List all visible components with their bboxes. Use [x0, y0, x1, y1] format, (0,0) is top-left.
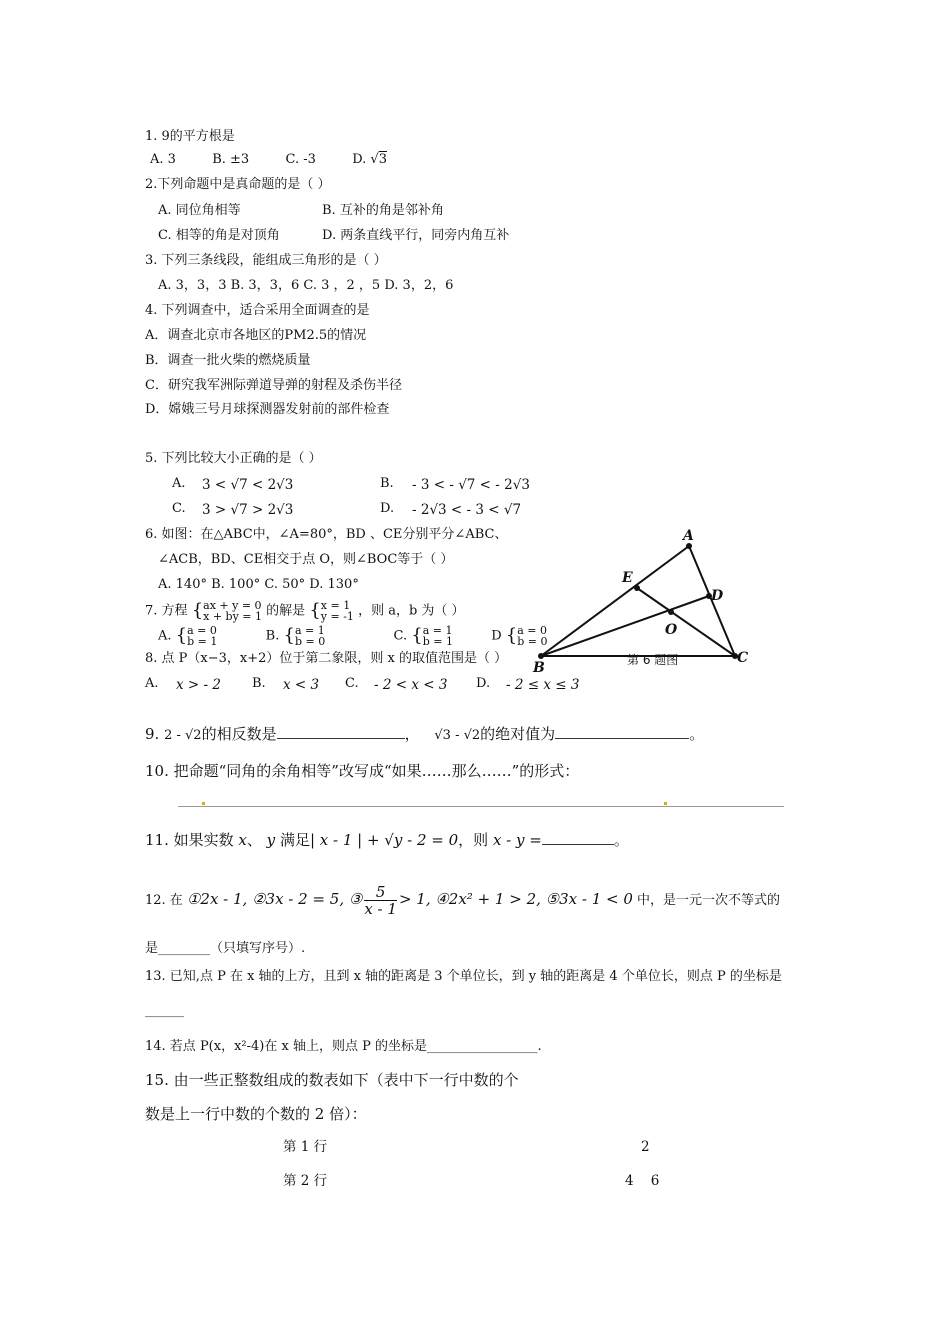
q2-stem: 2.下列命题中是真命题的是（ ） — [145, 177, 331, 192]
q8-option-b: x < 3 — [283, 677, 320, 693]
q7-options: A. {a = 0 b = 1 B. {a = 1 b = 0 C. {a = 1 b = 1 D {a = 0 b = 0 — [158, 624, 548, 648]
q12-post: 中，是一元一次不等式的 — [637, 893, 781, 908]
q9 — [145, 723, 704, 747]
q9-expr2: √3 - √2 — [434, 728, 481, 743]
label-e: E — [622, 570, 633, 586]
q8-option-d: - 2 ≤ x ≤ 3 — [506, 677, 580, 693]
q11-blank[interactable] — [542, 830, 614, 845]
q9-sep: ， — [404, 725, 420, 743]
figure-caption: 第 6 题图 — [627, 653, 679, 667]
q7-option-c: C. — [393, 628, 408, 644]
q12-fraction: $\frac{5}{x - 1}$ — [364, 883, 397, 918]
q7-solution-brace: { — [309, 600, 321, 621]
q6-line1: 6. 如图：在△ABC中，∠A=80°，BD 、CE分别平分∠ABC、 — [145, 527, 508, 542]
q11-mid: 满足 — [279, 831, 310, 849]
q5-option-a-label: A. — [172, 476, 186, 491]
q11 — [145, 829, 629, 851]
q11-end: 。 — [613, 831, 629, 849]
q7-system-brace: { — [191, 600, 204, 621]
q3-options: A. 3，3，3 B. 3，3，6 C. 3 ，2 ，5 D. 3，2，6 — [158, 278, 454, 293]
segment-bd — [541, 596, 709, 656]
triangle-figure — [525, 520, 765, 680]
q6-line2: ∠ACB，BD、CE相交于点 O，则∠BOC等于（ ） — [158, 552, 454, 567]
q15-row1-values: 2 — [641, 1139, 650, 1155]
q15-line2: 数是上一行中数的个数的 2 倍）： — [145, 1105, 367, 1123]
q11-y: y — [266, 831, 276, 849]
q15-line1: 15. 由一些正整数组成的数表如下（表中下一行中数的个 — [145, 1071, 519, 1089]
q12 — [145, 884, 780, 917]
q7-stem-mid: 的解是 — [266, 603, 306, 619]
q3-stem: 3. 下列三条线段，能组成三角形的是（ ） — [145, 253, 387, 268]
q11-post: ，则 — [458, 831, 489, 849]
q10-marker-2 — [664, 802, 667, 805]
q4-option-c: C．研究我军洲际弹道导弹的射程及杀伤半径 — [145, 378, 402, 393]
q7-stem — [145, 600, 465, 622]
q14-stem: 14. 若点 P(x，x²-4)在 x 轴上，则点 P 的坐标是_________________. — [145, 1039, 542, 1054]
q11-equation: | x - 1 | + √y - 2 = 0 — [309, 831, 459, 849]
q4-option-b: B．调查一批火柴的燃烧质量 — [145, 353, 311, 368]
q2-option-a: A. 同位角相等 — [158, 203, 241, 218]
q5-option-b: - 3 < - √7 < - 2√3 — [412, 477, 530, 493]
q11-sep: 、 — [246, 831, 262, 849]
q15-row2-values: 4 6 — [625, 1173, 660, 1189]
q4-stem: 4. 下列调查中，适合采用全面调查的是 — [145, 303, 370, 318]
q5-stem: 5. 下列比较大小正确的是（ ） — [145, 451, 322, 466]
q13-line1: 13. 已知,点 P 在 x 轴的上方，且到 x 轴的距离是 3 个单位长，到 y 轴的距离是 4 个单位长，则点 P 的坐标是 — [145, 969, 782, 984]
q7-option-b: B. — [265, 628, 280, 644]
q5-option-d: - 2√3 < - 3 < √7 — [412, 502, 522, 518]
q8-option-c-label: C. — [345, 676, 359, 691]
q9-blank-1[interactable] — [277, 724, 405, 739]
q2-option-b: B. 互补的角是邻补角 — [322, 203, 444, 218]
q15-row1-label: 第 1 行 — [283, 1139, 328, 1155]
q12-pre: 12. 在 — [145, 893, 183, 908]
q5-option-a: 3 < √7 < 2√3 — [202, 477, 294, 493]
q1-option-b: B. ±3 — [212, 152, 250, 167]
q10-answer-line[interactable] — [178, 806, 784, 807]
q9-mid: 的相反数是 — [201, 725, 277, 743]
q4-option-d: D．嫦娥三号月球探测器发射前的部件检查 — [145, 402, 390, 417]
q1-options — [150, 151, 387, 169]
q7-system: ax + y = 0 x + by = 1 — [203, 599, 263, 623]
q11-ask: x - y = — [492, 831, 542, 849]
q12-line2: 是________（只填写序号）. — [145, 941, 306, 956]
q12-list2: > 1, ④2x² + 1 > 2, ⑤3x - 1 < 0 — [398, 890, 633, 908]
q8-option-c: - 2 < x < 3 — [374, 677, 448, 693]
label-c: C — [737, 650, 749, 666]
q11-x: x — [238, 831, 247, 849]
q8-option-a: x > - 2 — [176, 677, 221, 693]
q13-line2: ______ — [145, 1003, 184, 1018]
q7-stem-post: ，则 a，b 为（ ） — [358, 603, 465, 619]
q15-row2-label: 第 2 行 — [283, 1173, 328, 1189]
q1-option-d-radical: √3 — [370, 152, 387, 167]
q5-option-b-label: B. — [380, 476, 394, 491]
q5-option-d-label: D. — [380, 501, 395, 516]
q7-solution: x = 1 y = -1 — [320, 599, 354, 623]
point-b — [538, 653, 544, 659]
q9-blank-2[interactable] — [555, 724, 689, 739]
q6-options: A. 140° B. 100° C. 50° D. 130° — [158, 577, 359, 592]
q7-option-d: D — [491, 628, 502, 644]
q1-stem: 1. 9的平方根是 — [145, 129, 235, 144]
q7-option-a: A. — [158, 628, 172, 644]
q9-expr1: 2 - √2 — [164, 728, 202, 743]
q11-pre: 11. 如果实数 — [145, 831, 234, 849]
q9-post: 的绝对值为 — [480, 725, 556, 743]
point-e — [634, 585, 640, 591]
side-ab — [541, 546, 689, 656]
q1-option-c: C. -3 — [285, 152, 316, 167]
q1-option-d: D. — [352, 152, 367, 167]
q5-option-c-label: C. — [172, 501, 186, 516]
q8-option-a-label: A. — [145, 676, 159, 691]
triangle-points — [538, 543, 738, 659]
q5-option-c: 3 > √7 > 2√3 — [202, 502, 294, 518]
label-b: B — [533, 660, 545, 676]
q10-stem: 10. 把命题“同角的余角相等”改写成“如果……那么……”的形式： — [145, 762, 580, 780]
q8-option-d-label: D. — [476, 676, 491, 691]
label-a: A — [683, 528, 694, 544]
q2-option-c: C. 相等的角是对顶角 — [158, 228, 280, 243]
q1-option-a: A. 3 — [150, 152, 176, 167]
label-d: D — [711, 588, 724, 604]
label-o: O — [665, 622, 678, 638]
q8-option-b-label: B. — [252, 676, 266, 691]
point-o — [668, 609, 674, 615]
q9-number: 9. — [145, 725, 160, 743]
q8-stem: 8. 点 P（x−3，x+2）位于第二象限，则 x 的取值范围是（ ） — [145, 651, 508, 666]
q9-end: 。 — [689, 725, 705, 743]
q12-list: ①2x - 1, ②3x - 2 = 5, ③ — [186, 890, 363, 908]
q10-marker-1 — [202, 802, 205, 805]
q2-option-d: D. 两条直线平行，同旁内角互补 — [322, 228, 510, 243]
triangle-lines — [541, 546, 735, 656]
q7-stem-pre: 7. 方程 — [145, 603, 188, 619]
q4-option-a: A．调查北京市各地区的PM2.5的情况 — [145, 328, 367, 343]
